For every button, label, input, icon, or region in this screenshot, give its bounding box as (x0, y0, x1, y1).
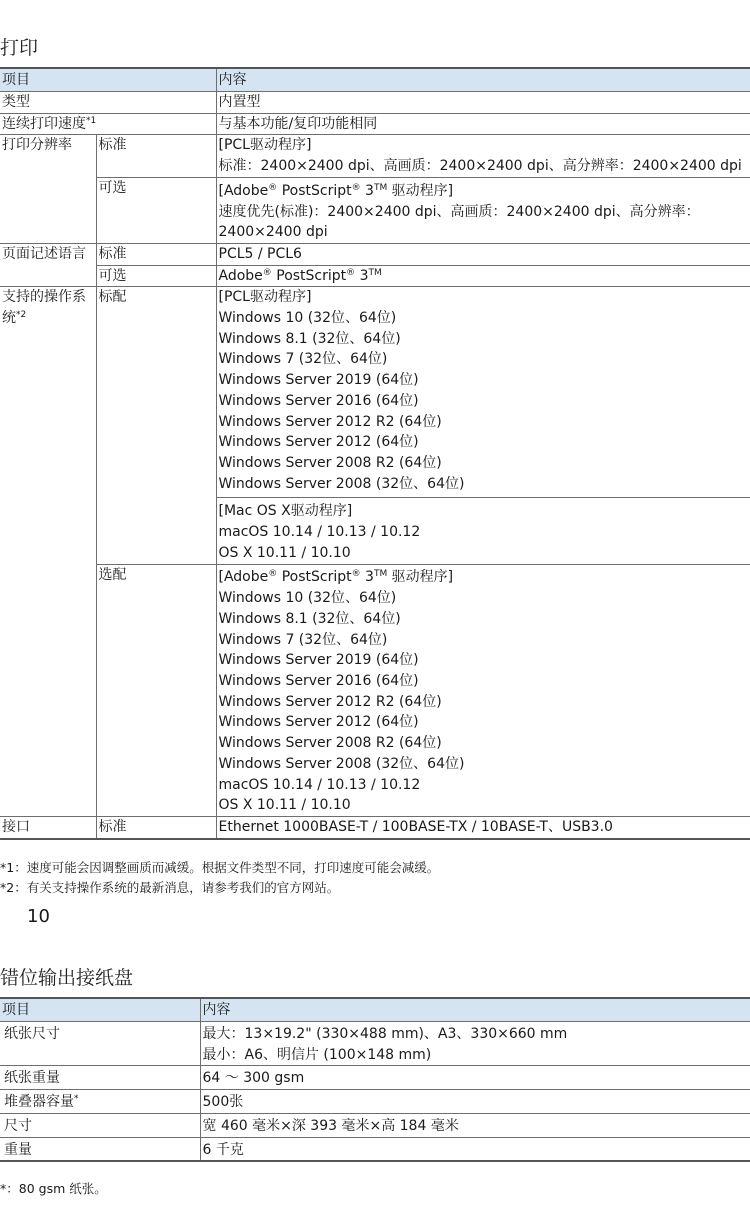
tray-spec-table (0, 997, 750, 1162)
header-item: 项目 (0, 68, 216, 92)
page-number: 10 (27, 906, 50, 927)
text-line: Windows Server 2008 R2 (64位) (218, 454, 442, 471)
text-line: Windows 8.1 (32位、64位) (218, 610, 401, 627)
interface-standard-value: Ethernet 1000BASE-T / 100BASE-TX / 10BASE-T、USB3.0 (216, 816, 750, 838)
text-line: 最大：13×19.2" (330×488 mm)、A3、330×660 mm (202, 1026, 568, 1042)
speed-label-cell (0, 113, 216, 135)
text-line: Windows Server 2012 (64位) (218, 434, 419, 451)
print-spec-table (0, 67, 750, 840)
text-line: 标准：2400×2400 dpi、高画质：2400×2400 dpi、高分辨率：2400×2400 dpi (218, 158, 742, 175)
weight-value: 6 千克 (200, 1137, 750, 1161)
dimensions-value: 宽 460 毫米×深 393 毫米×高 184 毫米 (200, 1113, 750, 1137)
text-line: Windows Server 2016 (64位) (218, 392, 419, 409)
text-line: Windows 8.1 (32位、64位) (218, 330, 401, 347)
footnote: *2：有关支持操作系统的最新消息，请参考我们的官方网站。 (0, 880, 340, 895)
text-line: Windows Server 2012 R2 (64位) (218, 413, 442, 430)
footnote-mark: * (74, 1094, 79, 1105)
text-line: Windows Server 2019 (64位) (218, 372, 419, 389)
footnote: *1：速度可能会因调整画质而减缓。根据文件类型不同，打印速度可能会减缓。 (0, 860, 440, 875)
ps-driver-heading: [Adobe® PostScript® 3™ 驱动程序] (218, 569, 454, 586)
stacker-capacity-label-cell (0, 1090, 200, 1114)
table-header-row (0, 998, 750, 1022)
table-row (0, 1137, 750, 1161)
table-row (0, 265, 750, 287)
header-item: 项目 (0, 998, 200, 1022)
text-line: Windows Server 2016 (64位) (218, 672, 419, 689)
type-label: 类型 (0, 92, 216, 114)
text-line: Windows 7 (32位、64位) (218, 351, 388, 368)
text-line: Windows Server 2019 (64位) (218, 652, 419, 669)
text-line: Windows Server 2012 (64位) (218, 714, 419, 731)
os-standard-value (216, 287, 750, 565)
text-line: Windows 10 (32位、64位) (218, 310, 397, 327)
os-label: 支持的操作系统 (2, 289, 86, 327)
table-row (0, 1022, 750, 1066)
text-line: Windows Server 2012 R2 (64位) (218, 693, 442, 710)
resolution-optional-value (216, 177, 750, 243)
pdl-label: 页面记述语言 (0, 243, 96, 286)
os-optional-value (216, 565, 750, 816)
table-row (0, 177, 750, 243)
footnote-mark: *1 (86, 115, 97, 126)
footnote-mark: *2 (16, 310, 27, 321)
print-footnotes (0, 858, 439, 898)
mac-driver-block (217, 497, 750, 563)
resolution-standard-value (216, 135, 750, 177)
print-section-title: 打印 (0, 37, 39, 59)
text-line: Windows 10 (32位、64位) (218, 590, 397, 607)
speed-value: 与基本功能/复印功能相同 (216, 113, 750, 135)
text-line: [PCL驱动程序] (218, 137, 312, 154)
text-line: 2400×2400 dpi (218, 224, 328, 241)
table-row (0, 243, 750, 265)
text-line: macOS 10.14 / 10.13 / 10.12 (218, 524, 421, 541)
pdl-standard-label: 标准 (96, 243, 216, 265)
tray-section-title: 错位输出接纸盘 (0, 967, 134, 989)
os-standard-label: 标配 (96, 287, 216, 565)
table-row (0, 1113, 750, 1137)
dimensions-label: 尺寸 (0, 1113, 200, 1137)
paper-size-value (200, 1022, 750, 1066)
text-line: OS X 10.11 / 10.10 (218, 797, 351, 814)
speed-label: 连续打印速度 (2, 115, 86, 132)
table-row (0, 113, 750, 135)
text-line: 最小：A6、明信片 (100×148 mm) (202, 1046, 432, 1063)
text-line: macOS 10.14 / 10.13 / 10.12 (218, 776, 421, 793)
text-line: Windows Server 2008 R2 (64位) (218, 735, 442, 752)
text-line: Windows 7 (32位、64位) (218, 631, 388, 648)
header-content: 内容 (200, 998, 750, 1022)
interface-label: 接口 (0, 816, 96, 838)
table-row (0, 816, 750, 838)
text-line: OS X 10.11 / 10.10 (218, 544, 351, 561)
text-line: Windows Server 2008 (32位、64位) (218, 475, 465, 492)
paper-size-label: 纸张尺寸 (0, 1022, 200, 1066)
type-value: 内置型 (216, 92, 750, 114)
text-line: 速度优先(标准)：2400×2400 dpi、高画质：2400×2400 dpi、高分辨率： (218, 203, 700, 220)
pdl-standard-value: PCL5 / PCL6 (216, 243, 750, 265)
stacker-capacity-label: 堆叠器容量 (4, 1094, 74, 1111)
resolution-standard-label: 标准 (96, 135, 216, 177)
text-line: Windows Server 2008 (32位、64位) (218, 755, 465, 772)
os-label-cell (0, 287, 96, 817)
resolution-label: 打印分辨率 (0, 135, 96, 244)
table-row (0, 565, 750, 816)
text-line: [Mac OS X驱动程序] (218, 503, 353, 520)
paper-weight-label: 纸张重量 (0, 1066, 200, 1090)
table-row (0, 92, 750, 114)
resolution-optional-label: 可选 (96, 177, 216, 243)
text-line: [PCL驱动程序] (218, 289, 312, 306)
stacker-capacity-value: 500张 (200, 1090, 750, 1114)
table-row (0, 135, 750, 177)
header-content: 内容 (216, 68, 750, 92)
table-header-row (0, 68, 750, 92)
tray-footnote: *：80 gsm 纸张。 (0, 1181, 107, 1196)
weight-label: 重量 (0, 1137, 200, 1161)
pdl-optional-value: Adobe® PostScript® 3™ (216, 265, 750, 287)
pdl-optional-label: 可选 (96, 265, 216, 287)
ps-driver-heading: [Adobe® PostScript® 3™ 驱动程序] (218, 182, 454, 199)
table-row (0, 287, 750, 565)
paper-weight-value: 64 ～ 300 gsm (200, 1066, 750, 1090)
os-optional-label: 选配 (96, 565, 216, 816)
table-row (0, 1066, 750, 1090)
interface-standard-label: 标准 (96, 816, 216, 838)
table-row (0, 1090, 750, 1114)
